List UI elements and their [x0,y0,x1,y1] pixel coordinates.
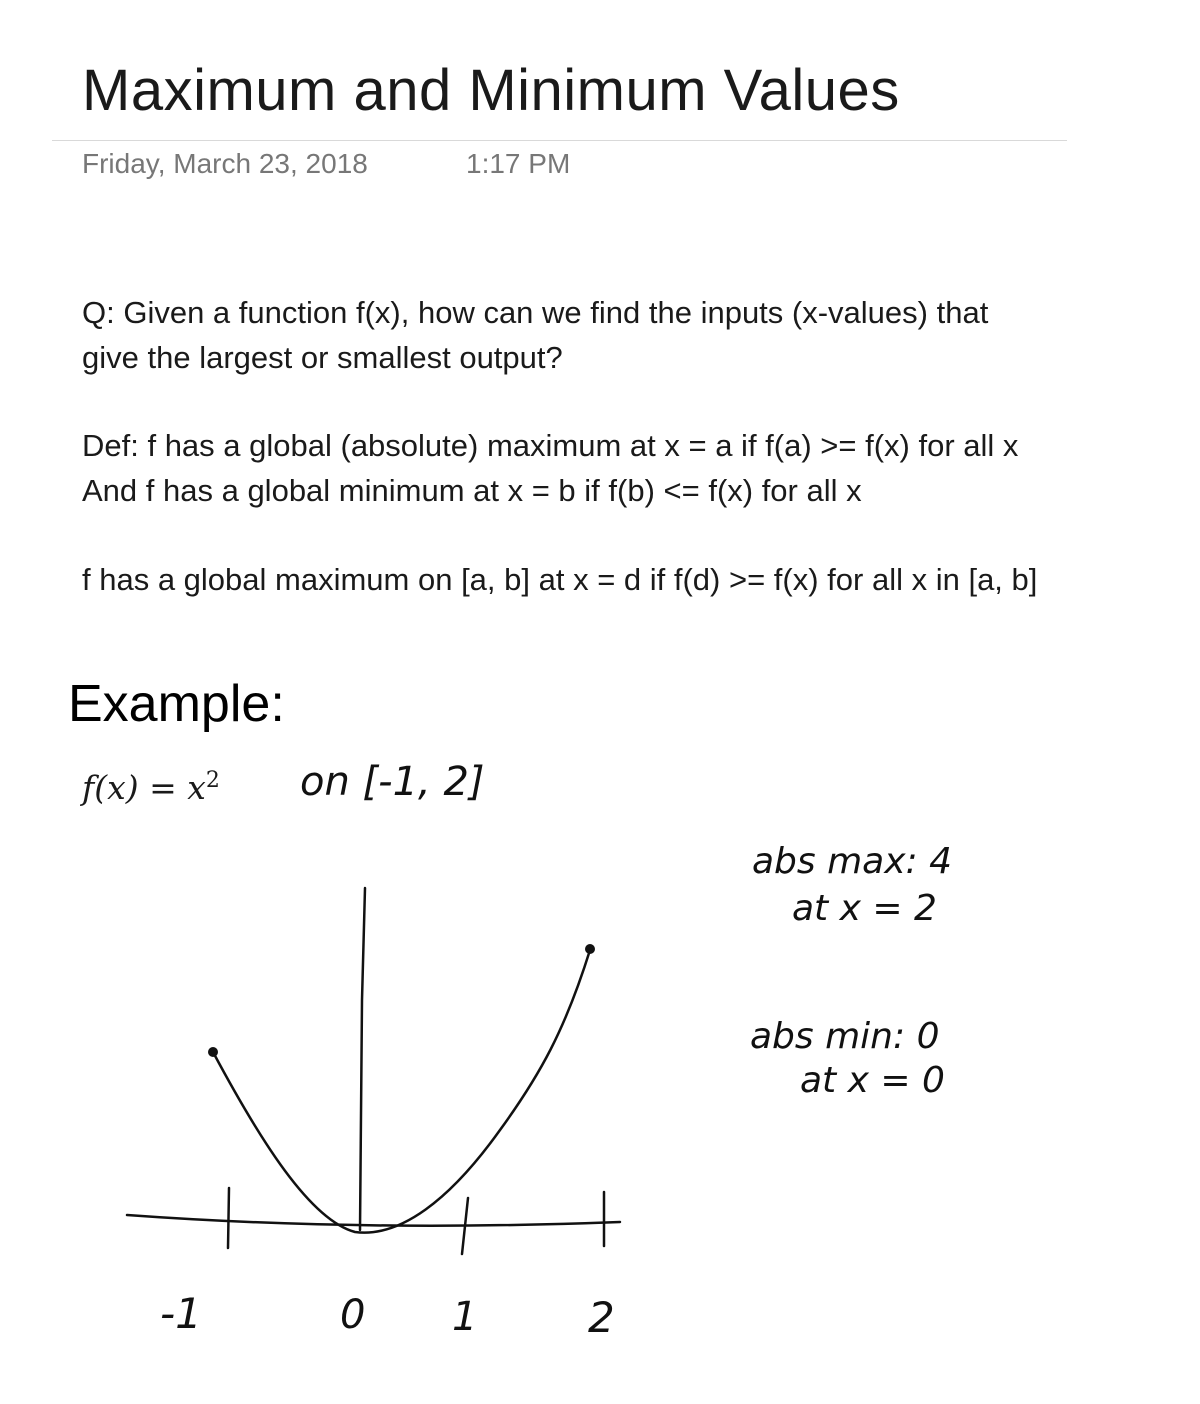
abs-max-at: at x = 2 [792,888,937,929]
definition-line-2: And f has a global minimum at x = b if f(b) <= f(x) for all x [82,473,862,508]
interval-definition: f has a global maximum on [a, b] at x = d if f(d) >= f(x) for all x in [a, b] [82,562,1038,597]
x-axis-line [127,1215,620,1226]
definition-line-1: Def: f has a global (absolute) maximum at x = a if f(a) >= f(x) for all x [82,428,1019,463]
question-line-1: Q: Given a function f(x), how can we find the inputs (x-values) that [82,295,989,330]
formula-base: f(x) = x [82,768,206,807]
example-heading: Example: [68,675,285,733]
parabola-curve [213,950,590,1233]
left-endpoint-dot [208,1047,218,1057]
tick-label-1: 1 [452,1294,478,1340]
question-line-2: give the largest or smallest output? [82,340,563,375]
abs-min-label: abs min: 0 [750,1016,940,1057]
formula-exponent: 2 [205,768,220,793]
interval-note: on [-1, 2] [300,759,485,805]
page-time: 1:17 PM [466,148,571,179]
page-title: Maximum and Minimum Values [82,58,900,123]
right-endpoint-dot [585,944,595,954]
page-date: Friday, March 23, 2018 [82,148,368,179]
tick-label-0: 0 [340,1292,366,1338]
abs-min-at: at x = 0 [800,1060,945,1101]
tick-label-neg-1: -1 [160,1289,202,1338]
tick-mark-neg-1 [228,1188,229,1248]
y-axis-line [360,888,365,1230]
abs-max-label: abs max: 4 [752,841,953,882]
tick-label-2: 2 [588,1293,615,1342]
